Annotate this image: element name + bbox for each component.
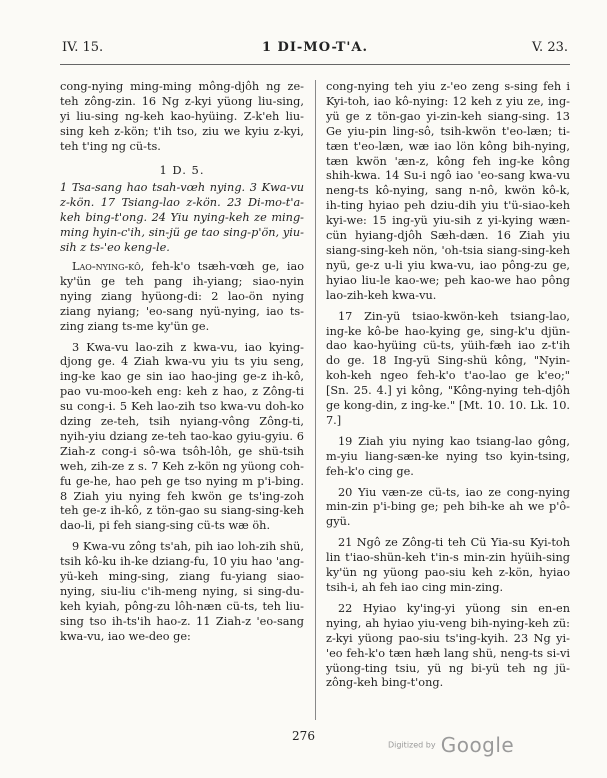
left-paragraph-2 — [60, 260, 304, 335]
text-body — [60, 80, 570, 725]
right-paragraph-2: 17 Zin-yü tsiao-kwön-keh tsiang-lao, ing-ke kô-be hao-kying ge, sing-k'u djün-dao kao-hyüing cü-ts, yüih-fæh iao z-t'ih do ge. 18 Ing-yü Sing-shü kông, "Nyin-koh-keh ngeo feh-k'o t'ao-lao ge k'eo;" [Sn. 25. 4.] yi kông, "Kông-nying teh-djôh ge kong-din, z ing-ke." [Mt. 10. 10. Lk. 10. 7.] — [326, 309, 570, 427]
right-paragraph-5: 21 Ngô ze Zông-ti teh Cü Yia-su Kyi-toh lin t'iao-shün-keh t'in-s min-zin hyüih-sing ky'ün ng yüong pao-siu keh z-kön, hyiao tsih-i, ah feh iao cing min-zing. — [326, 536, 570, 594]
google-logo: Google — [440, 733, 515, 757]
left-paragraph-1: cong-nying ming-ming mông-djôh ng ze-teh zông-zin. 16 Ng z-kyi yüong liu-sing, yi liu-sing ng-keh kao-hyüing. Z-k'eh liu-sing keh z-kön; t'ih tso, ziu we kyiu z-kyi, teh t'ing ng cü-ts. — [60, 80, 304, 153]
running-header — [60, 34, 570, 65]
right-paragraph-4: 20 Yiu væn-ze cü-ts, iao ze cong-nying min-zin p'i-bing ge; peh bih-ke ah we p'ô-gyü. — [326, 485, 570, 529]
right-paragraph-3: 19 Ziah yiu nying kao tsiang-lao gông, m-yiu liang-sæn-ke nying tso kyin-tsing, feh-k'o cing ge. — [326, 434, 570, 478]
header-verse-right: V. 23. — [531, 40, 568, 55]
left-paragraph-2-text: feh-k'o tsæh-vœh ge, iao ky'ün ge teh pang ih-yiang; siao-nyin nying ziang hyüong-di: 2 lao-ön nying ziang nyiang; 'eo-sang nyü-nying, iao ts-zing ziang ts-me ky'ün ge. — [60, 259, 304, 333]
right-paragraph-1: cong-nying teh yiu z-'eo zeng s-sing feh i Kyi-toh, iao kô-nying: 12 keh z yiu ze, ing-yü ge z tön-gao yi-zin-keh siang-sing. 13 Ge yiu-pin ling-sô, tsih-kwön t'eo-læn; ti-tæn t'eo-læn, wæ iao lön kông bih-nying, tæn kwön 'æn-z, kông feh ing-ke kông shih-kwa. 14 Su-i ngô iao 'eo-sang kwa-vu neng-ts kô-nying, sang n-nô, kwön kô-k, ih-ting hyiao peh dziu-dih yiu t'ü-siao-keh kyi-we: 15 ing-yü yiu-sih z yi-kying wæn-cün hyiang-djôh Sæh-dæn. 16 Ziah yiu siang-sing-keh nön, 'oh-tsia siang-sing-keh nyü, ge-z u-li yiu kwa-vu, iao pông-zu ge, hyiao liu-le kao-we; peh kao-we hao pông lao-zih-keh kwa-vu. — [326, 80, 570, 302]
header-book-title: 1 DI-MO-T'A. — [261, 40, 369, 55]
left-paragraph-4: 9 Kwa-vu zông ts'ah, pih iao loh-zih shü, tsih kô-ku ih-ke dziang-fu, 10 yiu hao 'ang-yü-keh ming-sing, ziang fu-yiang siao-nying, siu-liu c'ih-meng nying, si sing-du-keh kyiah, pông-zu lôh-næn cü-ts, teh liu-sing tso ih-ts'ih hao-z. 11 Ziah-z 'eo-sang kwa-vu, iao we-deo ge: — [60, 540, 304, 643]
digitized-by-label: Digitized by — [388, 740, 436, 750]
page-number: 276 — [292, 729, 315, 743]
column-divider — [315, 80, 316, 720]
chapter-summary: 1 Tsa-sang hao tsah-vœh nying. 3 Kwa-vu z-kön. 17 Tsiang-lao z-kön. 23 Di-mo-t'a-keh bing-t'ong. 24 Yiu nying-keh ze ming-ming hyin-c'ih, sin-jü ge tao sing-p'ön, yiu-sih z ts-'eo keng-le. — [60, 181, 304, 255]
right-column — [326, 80, 570, 691]
header-chapter-left: IV. 15. — [62, 40, 104, 55]
right-paragraph-6: 22 Hyiao ky'ing-yi yüong sin en-en nying, ah hyiao yiu-veng bih-nying-keh zü: z-kyi yüong pao-siu ts'ing-kyih. 23 Ng yi-'eo feh-k'o tæn hæh lang shü, neng-ts si-vi yüong-ting tsiu, yü ng bi-yü teh ng jü-zông-keh bing-t'ong. — [326, 601, 570, 690]
left-paragraph-3: 3 Kwa-vu lao-zih z kwa-vu, iao kying-djong ge. 4 Ziah kwa-vu yiu ts yiu seng, ing-ke kao ge sin iao hao-jing ge-z ih-kô, pao vu-moo-keh eng: keh z hao, z Zông-ti su cong-i. 5 Keh lao-zih tso kwa-vu doh-ko dzing ze-teh, tsih nyiang-vông Zông-ti, nyih-yiu dziang ze-teh tao-kao gyiu-gyiu. 6 Ziah-z cong-i sô-wa tsôh-lôh, ge shü-tsih weh, zih-ze z s. 7 Keh z-kön ng yüong coh-fu ge-he, hao peh ge tso nying m p'i-bing. 8 Ziah yiu nying feh kwön ge ts'ing-zoh teh ge-z ih-kô, z tön-gao su siang-sing-keh dao-li, pi feh siang-sing cü-ts wæ öh. — [60, 340, 304, 533]
chapter-heading: 1 D. 5. — [159, 162, 205, 177]
lead-word: Lao-nying-kô, — [72, 259, 145, 273]
left-column — [60, 80, 304, 645]
digitized-watermark — [388, 733, 514, 757]
